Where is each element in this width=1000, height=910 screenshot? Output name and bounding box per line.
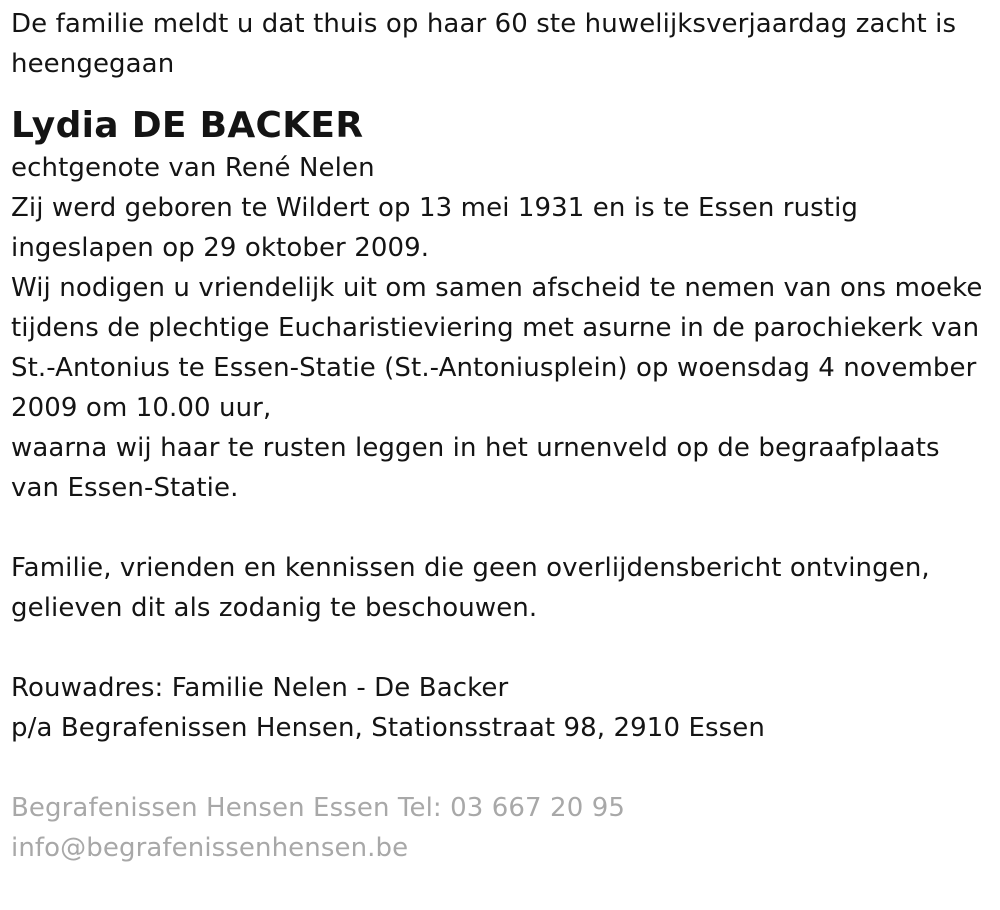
address-line-1: Rouwadres: Familie Nelen - De Backer — [11, 673, 509, 703]
footer-email: info@begrafenissenhensen.be — [11, 833, 409, 863]
spacer — [11, 748, 986, 788]
birth-death-text: Zij werd geboren te Wildert op 13 mei 1931 en is te Essen rustig ingeslapen op 29 oktober 2009. — [11, 193, 859, 263]
spacer — [11, 628, 986, 668]
deceased-name: Lydia DE BACKER — [11, 105, 364, 146]
no-notice-text: Familie, vrienden en kennissen die geen overlijdensbericht ontvingen, gelieven dit als zodanig te beschouwen. — [11, 553, 930, 623]
spouse-text: echtgenote van René Nelen — [11, 153, 375, 183]
invitation-text: Wij nodigen u vriendelijk uit om samen afscheid te nemen van ons moeke tijdens de plechtige Eucharistieviering met asurne in de parochiekerk van St.-Antonius te Essen-Statie (St.-Antoniusplein) op woensdag 4 november 2009 om 10.00 uur, — [11, 273, 983, 423]
footer-company-phone: Begrafenissen Hensen Essen Tel: 03 667 20 95 — [11, 793, 625, 823]
intro-text: De familie meldt u dat thuis op haar 60 ste huwelijksverjaardag zacht is heengegaan — [11, 9, 957, 79]
death-notice — [11, 4, 986, 868]
burial-text: waarna wij haar te rusten leggen in het urnenveld op de begraafplaats van Essen-Statie. — [11, 433, 940, 503]
spacer — [11, 508, 986, 548]
address-line-2: p/a Begrafenissen Hensen, Stationsstraat 98, 2910 Essen — [11, 713, 765, 743]
